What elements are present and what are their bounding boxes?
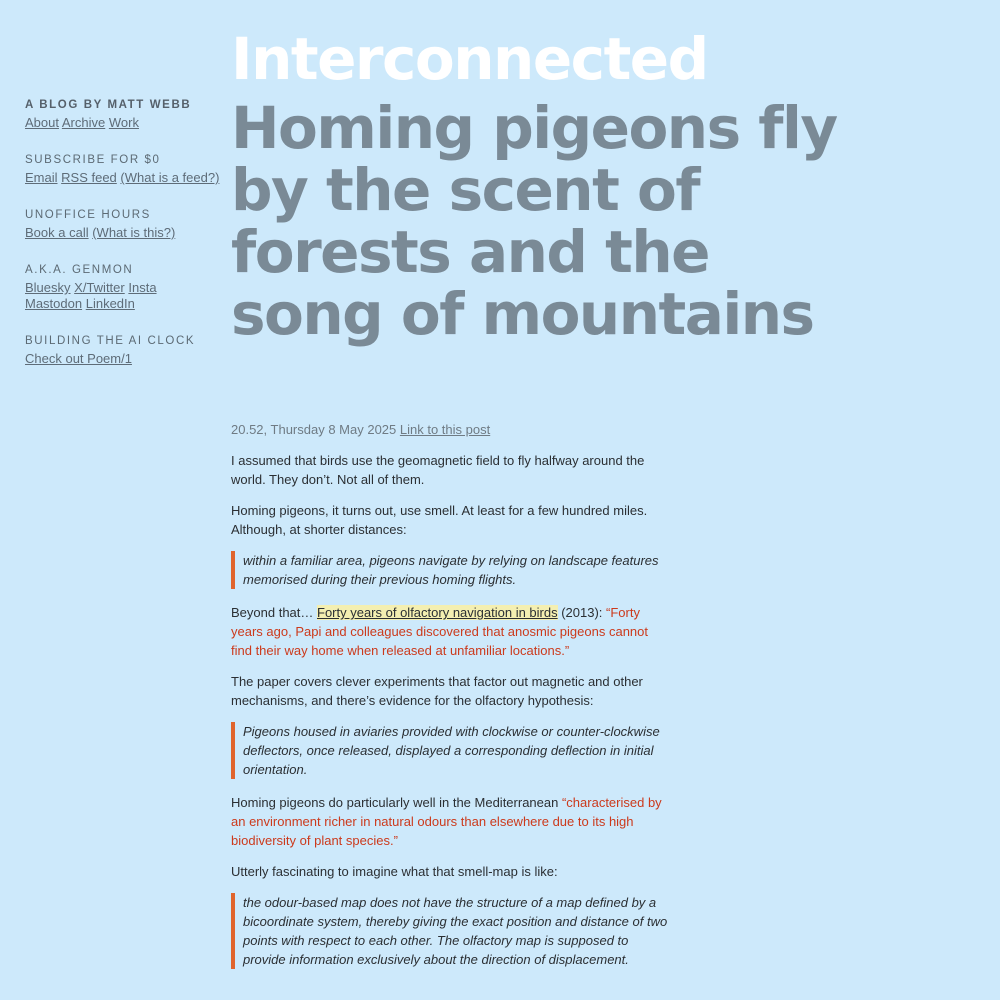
- sidebar-section-about: [25, 97, 225, 131]
- what-is-this-link[interactable]: (What is this?): [92, 225, 176, 240]
- blockquote: Pigeons housed in aviaries provided with clockwise or counter-clockwise deflectors, once released, displayed a corresponding deflection in initial orientation.: [231, 722, 671, 779]
- sidebar-section-subscribe: [25, 152, 225, 186]
- rss-feed-link[interactable]: RSS feed: [61, 170, 117, 185]
- x-twitter-link[interactable]: X/Twitter: [74, 280, 125, 295]
- archive-link[interactable]: Archive: [61, 115, 106, 130]
- sidebar: [25, 97, 225, 388]
- email-link[interactable]: Email: [25, 170, 58, 185]
- paragraph: Utterly fascinating to imagine what that smell-map is like:: [231, 864, 558, 879]
- post-title: Homing pigeons fly by the scent of forests and the song of mountains: [231, 94, 837, 348]
- post-timestamp: 20.52, Thursday 8 May 2025: [231, 422, 397, 437]
- post-meta: [231, 420, 671, 439]
- sidebar-section-social: [25, 262, 225, 312]
- what-is-a-feed-link[interactable]: (What is a feed?): [120, 170, 220, 185]
- sidebar-heading: A.K.A. GENMON: [25, 264, 134, 276]
- paragraph: [231, 603, 671, 660]
- paragraph: Homing pigeons, it turns out, use smell. At least for a few hundred miles. Although, at shorter distances:: [231, 503, 648, 537]
- text: Beyond that…: [231, 605, 317, 620]
- linkedin-link[interactable]: LinkedIn: [85, 296, 135, 311]
- book-a-call-link[interactable]: Book a call: [25, 225, 89, 240]
- sidebar-section-ai-clock: [25, 333, 225, 367]
- inline-quote: “characterised by an environment richer in natural odours than elsewhere due to its high biodiversity of plant species.”: [231, 795, 662, 848]
- paragraph: The paper covers clever experiments that factor out magnetic and other mechanisms, and there’s evidence for the olfactory hypothesis:: [231, 674, 643, 708]
- post-body: [231, 420, 671, 983]
- insta-link[interactable]: Insta: [128, 280, 157, 295]
- sidebar-heading: A BLOG BY MATT WEBB: [25, 99, 192, 111]
- paragraph: I assumed that birds use the geomagnetic field to fly halfway around the world. They don’t. Not all of them.: [231, 453, 645, 487]
- text: (2013):: [557, 605, 607, 620]
- blockquote: the odour-based map does not have the structure of a map defined by a bicoordinate system, thereby giving the exact position and distance of two points with respect to each other. The olfactory map is supposed to provide information exclusively about the direction of displacement.: [231, 893, 671, 969]
- about-link[interactable]: About: [25, 115, 59, 130]
- sidebar-heading: UNOFFICE HOURS: [25, 209, 151, 221]
- blockquote: within a familiar area, pigeons navigate by relying on landscape features memorised during their previous homing flights.: [231, 551, 671, 589]
- sidebar-heading: BUILDING THE AI CLOCK: [25, 335, 196, 347]
- work-link[interactable]: Work: [108, 115, 139, 130]
- sidebar-section-unoffice-hours: [25, 207, 225, 241]
- text: Homing pigeons do particularly well in the Mediterranean: [231, 795, 562, 810]
- sidebar-heading: SUBSCRIBE FOR $0: [25, 154, 161, 166]
- paragraph: [231, 793, 671, 850]
- paper-link[interactable]: Forty years of olfactory navigation in birds: [317, 605, 558, 620]
- bluesky-link[interactable]: Bluesky: [25, 280, 71, 295]
- poem1-link[interactable]: Check out Poem/1: [25, 351, 132, 366]
- site-title[interactable]: Interconnected: [231, 25, 708, 93]
- permalink-link[interactable]: Link to this post: [399, 422, 491, 437]
- mastodon-link[interactable]: Mastodon: [25, 296, 83, 311]
- inline-quote: “Forty years ago, Papi and colleagues discovered that anosmic pigeons cannot find their way home when released at unfamiliar locations.”: [231, 605, 648, 658]
